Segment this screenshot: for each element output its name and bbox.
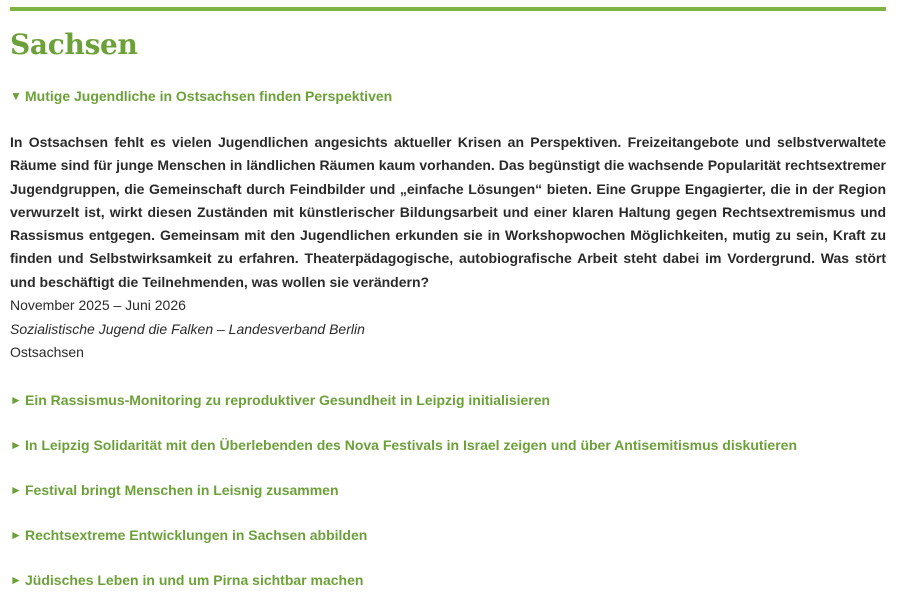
accordion-title: Mutige Jugendliche in Ostsachsen finden Perspektiven [25, 88, 393, 104]
project-period: November 2025 – Juni 2026 [10, 297, 186, 314]
accordion-item-closed[interactable] [10, 391, 886, 409]
triangle-right-icon: ► [10, 572, 22, 587]
project-description: In Ostsachsen fehlt es vielen Jugendlichen angesichts aktueller Krisen an Perspektiven. Freizeitangebote und selbstverwaltete Räume sind für junge Menschen in ländlichen Räumen kaum vorhanden. Das begünstigt die wachsende Popularität rechtsextremer Jugendgruppen, die Gemeinschaft durch Feindbilder und „einfache Lösungen“ bieten. Eine Gruppe Engagierter, die in der Region verwurzelt ist, wirkt diesen Zuständen mit künstlerischer Bildungsarbeit und einer klaren Haltung gegen Rechtsextremismus und Rassismus entgegen. Gemeinsam mit den Jugendlichen erkunden sie in Workshopwochen Möglichkeiten, mutig zu sein, Kraft zu finden und Selbstwirksamkeit zu erfahren. Theaterpädagogische, autobiografische Arbeit steht dabei im Vordergrund. Was stört und beschäftigt die Teilnehmenden, was wollen sie verändern? [10, 134, 886, 290]
accordion-title: In Leipzig Solidarität mit den Überlebenden des Nova Festivals in Israel zeigen und über Antisemitismus diskutieren [25, 436, 797, 453]
accordion-item-open[interactable] [10, 87, 886, 105]
accordion-title: Rechtsextreme Entwicklungen in Sachsen abbilden [25, 526, 368, 543]
triangle-right-icon: ► [10, 482, 22, 497]
top-divider [10, 7, 886, 11]
triangle-right-icon: ► [10, 392, 22, 407]
accordion-title: Ein Rassismus-Monitoring zu reproduktiver Gesundheit in Leipzig initialisieren [25, 391, 551, 408]
triangle-right-icon: ► [10, 437, 22, 452]
triangle-right-icon: ► [10, 527, 22, 542]
accordion-item-closed[interactable] [10, 481, 886, 499]
accordion-list [10, 391, 886, 589]
content-section [10, 7, 886, 589]
accordion-item-closed[interactable] [10, 436, 886, 454]
accordion-item-closed[interactable] [10, 571, 886, 589]
accordion-title: Festival bringt Menschen in Leisnig zusammen [25, 481, 339, 498]
project-region: Ostsachsen [10, 344, 84, 361]
triangle-down-icon: ▼ [10, 89, 22, 103]
accordion-item-closed[interactable] [10, 526, 886, 544]
project-organisation: Sozialistische Jugend die Falken – Landesverband Berlin [10, 320, 365, 337]
accordion-title: Jüdisches Leben in und um Pirna sichtbar machen [25, 571, 364, 588]
page-title: Sachsen [10, 28, 138, 61]
